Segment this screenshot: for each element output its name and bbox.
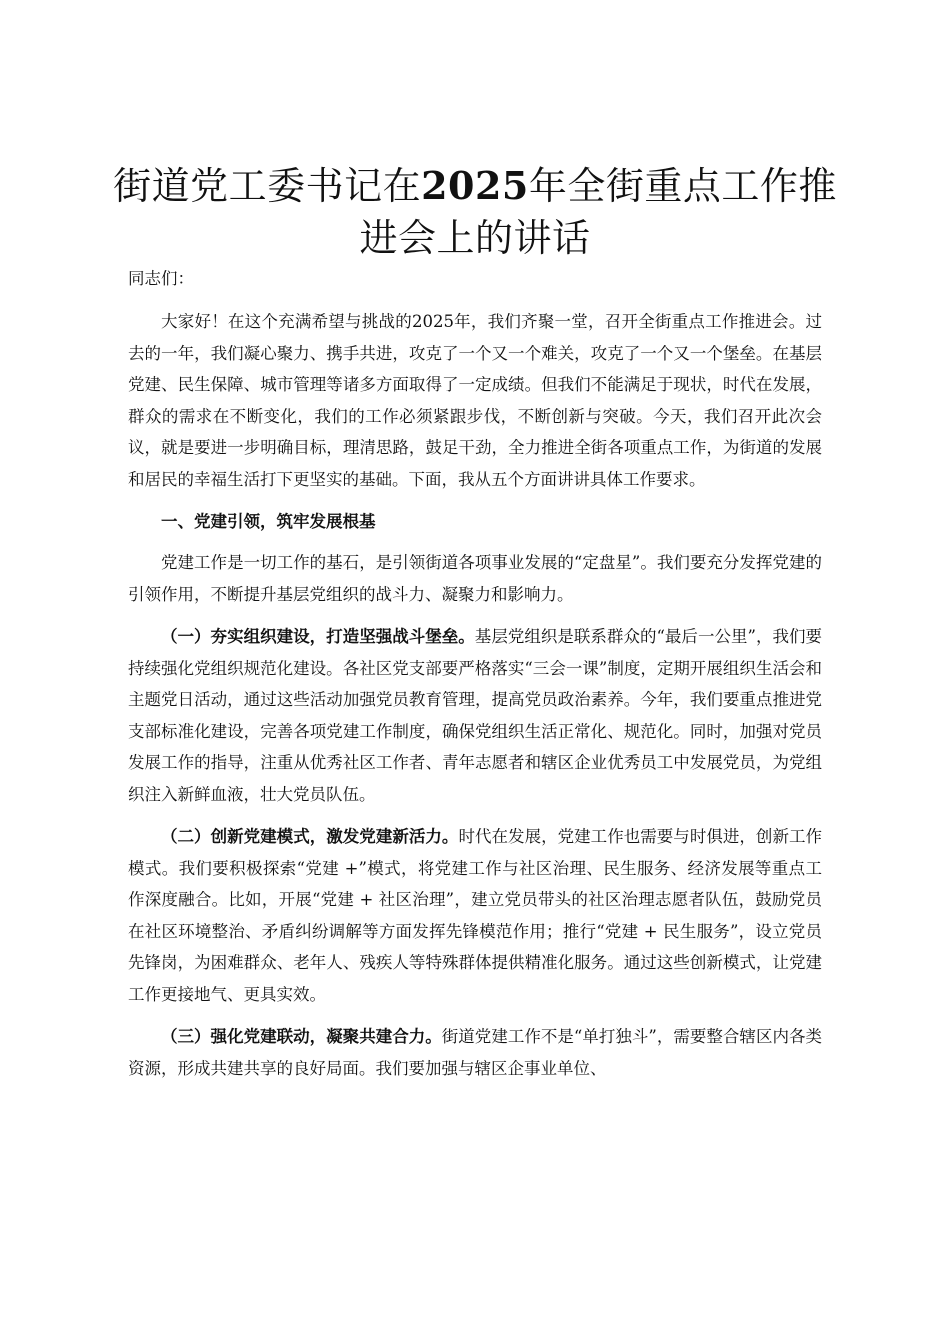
section-1-item-3-paragraph: [128, 1021, 822, 1084]
item-3-lead: （三）强化党建联动，凝聚共建合力。: [161, 1027, 442, 1046]
item-1-lead: （一）夯实组织建设，打造坚强战斗堡垒。: [161, 627, 475, 646]
title-part-1: 街道党工委书记在: [113, 164, 422, 208]
title-part-2: 年全街重点工作推进会上的讲话: [359, 164, 837, 260]
title-year: 2025: [421, 163, 529, 208]
section-1-item-1-paragraph: [128, 621, 822, 810]
document-body: [128, 263, 822, 1095]
item-3-text: 街道党建工作不是“单打独斗”，需要整合辖区内各类资源，形成共建共享的良好局面。我们要加强与辖区企事业单位、: [128, 1027, 822, 1078]
section-1-item-2-paragraph: [128, 821, 822, 1010]
item-2-text: 时代在发展，党建工作也需要与时俱进，创新工作模式。我们要积极探索“党建 +”模式，将党建工作与社区治理、民生服务、经济发展等重点工作深度融合。比如，开展“党建 + 社区治理”，建立党员带头的社区治理志愿者队伍，鼓励党员在社区环境整治、矛盾纠纷调解等方面发挥先锋模范作用；推行“党建 + 民生服务”，设立党员先锋岗，为困难群众、老年人、残疾人等特殊群体提供精准化服务。通过这些创新模式，让党建工作更接地气、更具实效。: [128, 827, 823, 1004]
item-2-lead: （二）创新党建模式，激发党建新活力。: [161, 827, 459, 846]
section-1-intro-paragraph: 党建工作是一切工作的基石，是引领街道各项事业发展的“定盘星”。我们要充分发挥党建的引领作用，不断提升基层党组织的战斗力、凝聚力和影响力。: [128, 553, 822, 604]
item-1-text: 基层党组织是联系群众的“最后一公里”，我们要持续强化党组织规范化建设。各社区党支部要严格落实“三会一课”制度，定期开展组织生活会和主题党日活动，通过这些活动加强党员教育管理，提高党员政治素养。今年，我们要重点推进党支部标准化建设，完善各项党建工作制度，确保党组织生活正常化、规范化。同时，加强对党员发展工作的指导，注重从优秀社区工作者、青年志愿者和辖区企业优秀员工中发展党员，为党组织注入新鲜血液，壮大党员队伍。: [128, 627, 822, 804]
salutation: 同志们：: [128, 269, 194, 288]
document-title: [110, 160, 840, 264]
intro-paragraph: 大家好！在这个充满希望与挑战的2025年，我们齐聚一堂，召开全街重点工作推进会。过去的一年，我们凝心聚力、携手共进，攻克了一个又一个难关，攻克了一个又一个堡垒。在基层党建、民生保障、城市管理等诸多方面取得了一定成绩。但我们不能满足于现状，时代在发展，群众的需求在不断变化，我们的工作必须紧跟步伐，不断创新与突破。今天，我们召开此次会议，就是要进一步明确目标，理清思路，鼓足干劲，全力推进全街各项重点工作，为街道的发展和居民的幸福生活打下更坚实的基础。下面，我从五个方面讲讲具体工作要求。: [128, 312, 822, 489]
section-heading-1: 一、党建引领，筑牢发展根基: [161, 512, 376, 531]
